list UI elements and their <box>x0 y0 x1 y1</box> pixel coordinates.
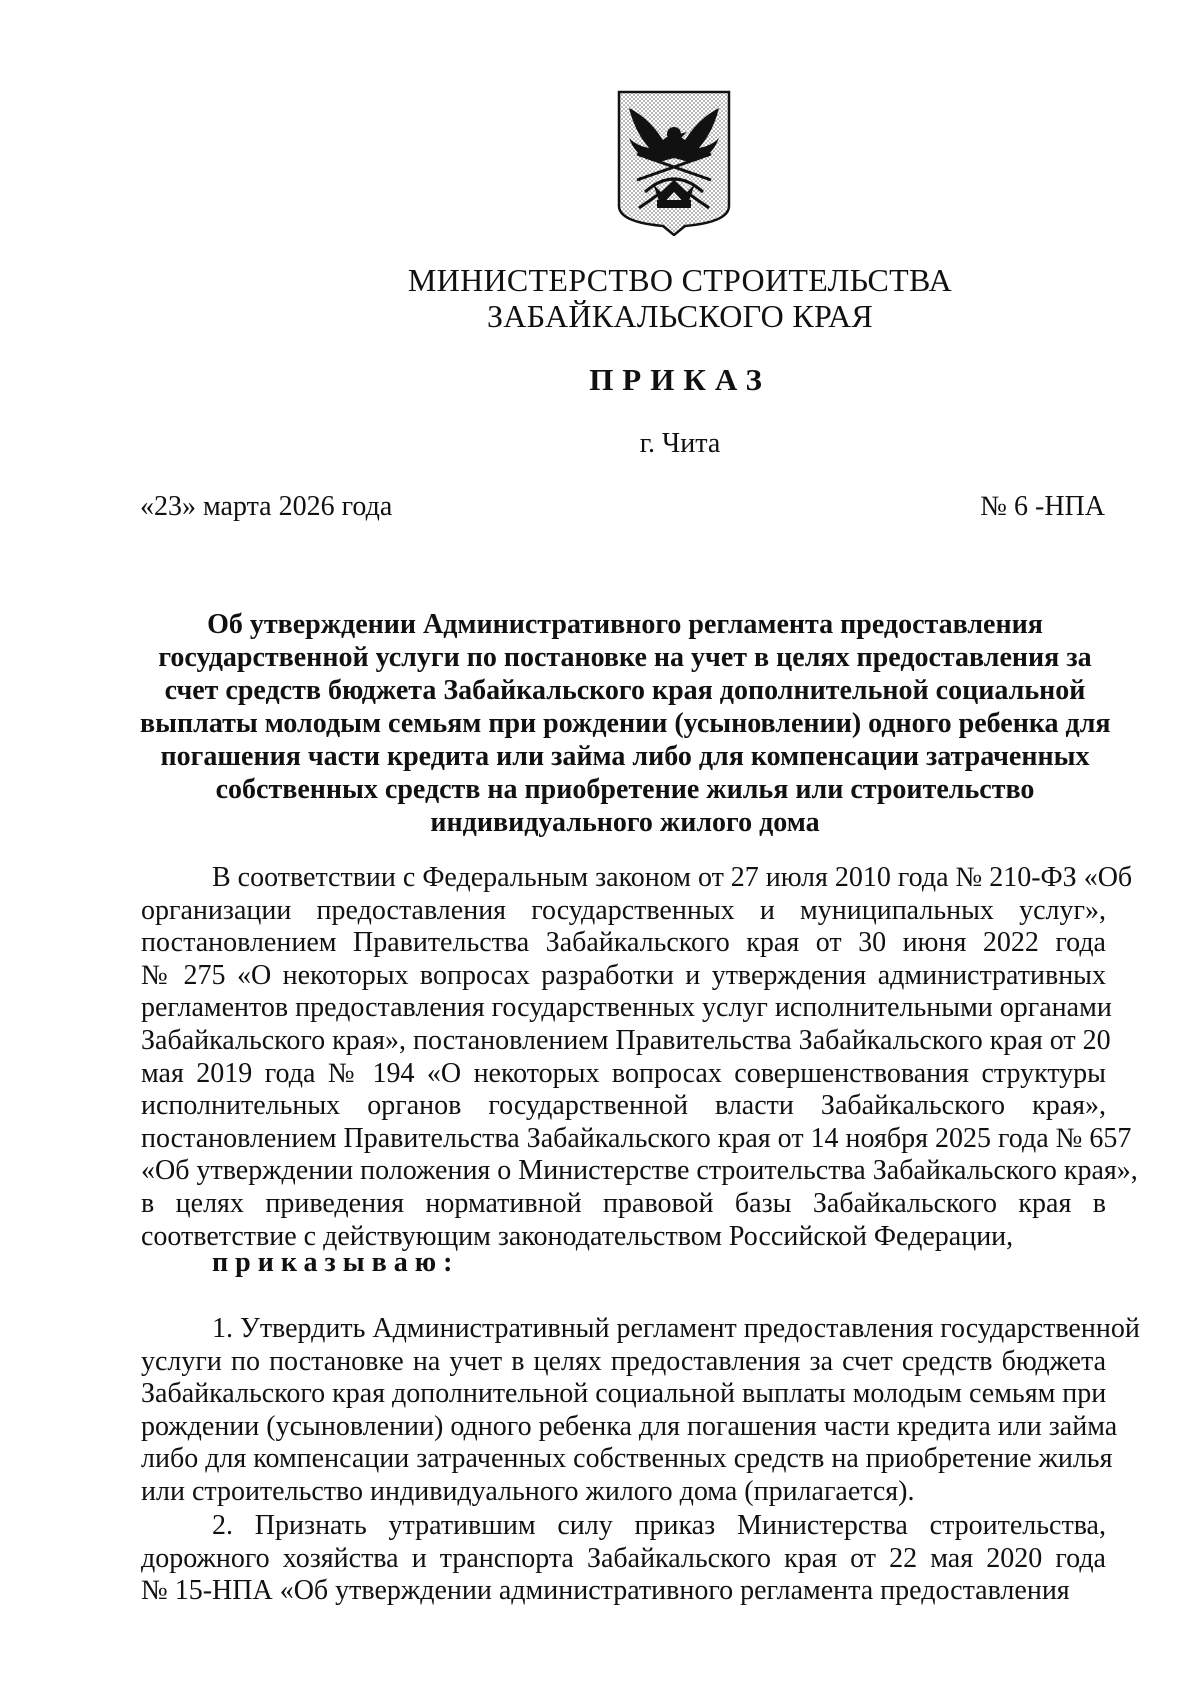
document-date: «23» марта 2026 года <box>140 491 393 522</box>
document-title <box>140 608 1110 839</box>
text-line: постановлением Правительства Забайкальского края от 14 ноября 2025 года № 657 <box>141 1122 1132 1154</box>
ministry-name-line2: ЗАБАЙКАЛЬСКОГО КРАЯ <box>486 298 874 334</box>
title-line: Об утверждении Административного регламента предоставления <box>207 609 1043 640</box>
text-line: или строительство индивидуального жилого дома (прилагается). <box>141 1475 915 1507</box>
text-line: исполнительных органов государственной власти Забайкальского края», <box>141 1090 1106 1122</box>
ministry-name-line1: МИНИСТЕРСТВО СТРОИТЕЛЬСТВА <box>407 262 953 298</box>
text-line: «Об утверждении положения о Министерстве строительства Забайкальского края», <box>141 1155 1138 1187</box>
text-line: № 275 «О некоторых вопросах разработки и утверждения административных <box>141 959 1106 991</box>
text-line: в целях приведения нормативной правовой базы Забайкальского края в <box>141 1187 1106 1219</box>
order-item-2 <box>141 1510 1106 1608</box>
text-line: регламентов предоставления государственных услуг исполнительными органами <box>141 992 1112 1024</box>
text-line: услуги по постановке на учет в целях предоставления за счет средств бюджета <box>141 1345 1106 1377</box>
text-line: 1. Утвердить Административный регламент предоставления государственной <box>212 1313 1140 1344</box>
text-line: соответствие с действующим законодательством Российской Федерации, <box>141 1220 1014 1252</box>
title-line: погашения части кредита или займа либо для компенсации затраченных <box>160 741 1090 772</box>
title-line: государственной услуги по постановке на учет в целях предоставления за <box>158 642 1092 673</box>
city: г. Чита <box>639 428 721 459</box>
decree-word: приказываю: <box>212 1247 460 1278</box>
text-line: Забайкальского края дополнительной социальной выплаты молодым семьям при <box>141 1378 1107 1410</box>
text-line: Забайкальского края», постановлением Правительства Забайкальского края от 20 <box>141 1024 1111 1056</box>
text-line: дорожного хозяйства и транспорта Забайкальского края от 22 мая 2020 года <box>141 1542 1106 1574</box>
text-line: либо для компенсации затраченных собственных средств на приобретение жилья <box>141 1443 1113 1475</box>
text-line: рождении (усыновлении) одного ребенка для погашения части кредита или займа <box>141 1410 1118 1442</box>
text-line: постановлением Правительства Забайкальского края от 30 июня 2022 года <box>141 927 1106 959</box>
order-item-1 <box>141 1313 1140 1509</box>
title-line: счет средств бюджета Забайкальского края дополнительной социальной <box>164 675 1086 706</box>
ministry-name <box>400 262 960 334</box>
title-line: собственных средств на приобретение жилья или строительство <box>215 774 1035 805</box>
title-line: индивидуального жилого дома <box>430 807 820 838</box>
text-line: 2. Признать утратившим силу приказ Министерства строительства, <box>212 1510 1106 1541</box>
text-line: мая 2019 года № 194 «О некоторых вопросах совершенствования структуры <box>141 1057 1106 1089</box>
text-line: В соответствии с Федеральным законом от 27 июля 2010 года № 210-ФЗ «Об <box>212 862 1133 893</box>
title-line: выплаты молодым семьям при рождении (усыновлении) одного ребенка для <box>140 708 1111 739</box>
text-line: организации предоставления государственных и муниципальных услуг», <box>141 894 1106 926</box>
document-type: ПРИКАЗ <box>589 362 771 397</box>
coat-of-arms-icon <box>615 88 733 236</box>
text-line: № 15-НПА «Об утверждении административного регламента предоставления <box>141 1575 1070 1607</box>
document-number: № 6 -НПА <box>980 491 1105 522</box>
preamble-paragraph <box>141 862 1138 1253</box>
